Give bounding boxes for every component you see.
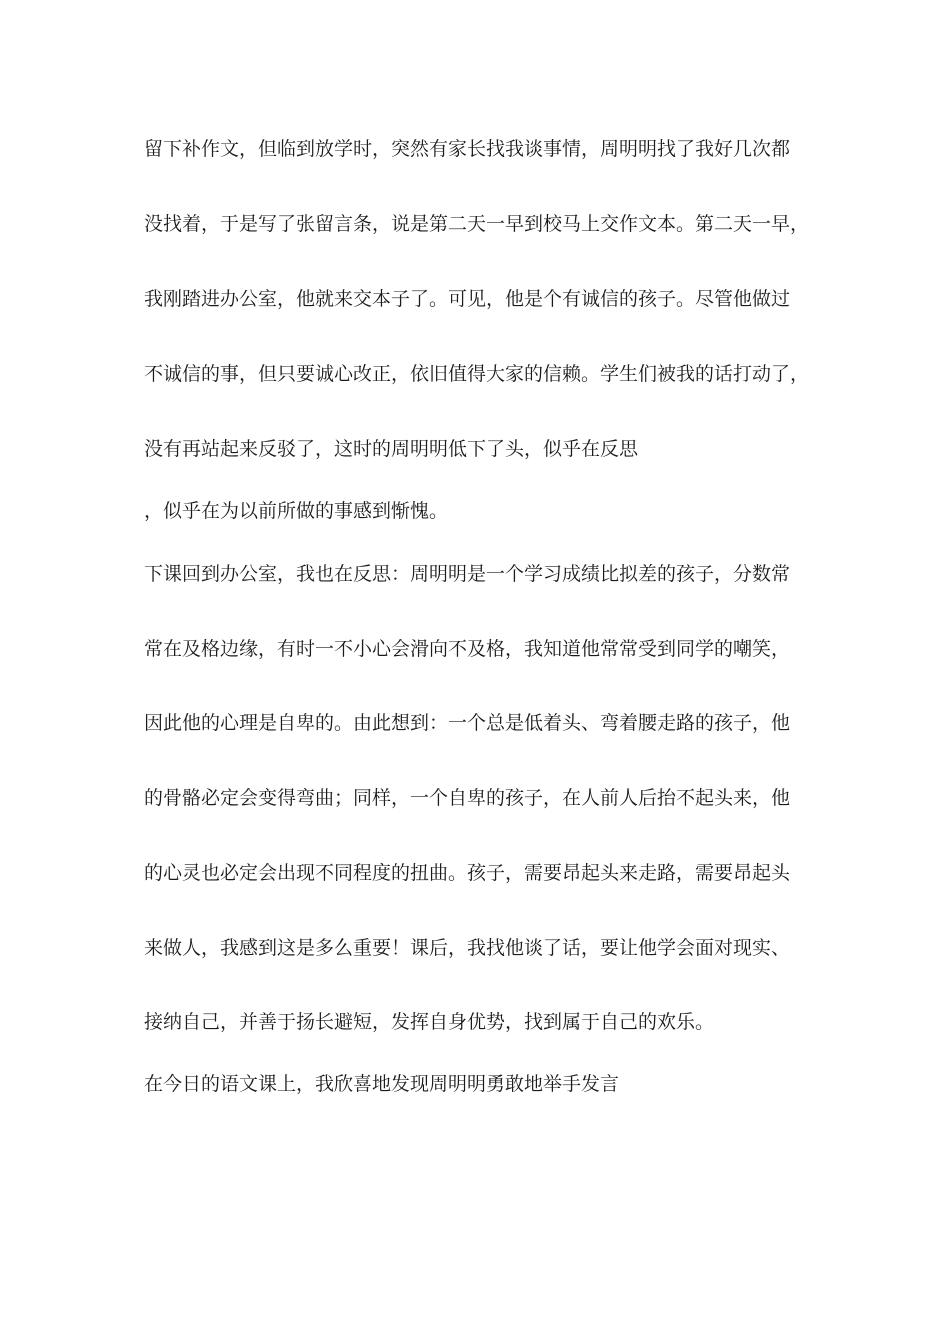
text-line: 的心灵也必定会出现不同程度的扭曲。孩子，需要昂起头来走路，需要昂起头 [144,862,791,884]
text-line: 不诚信的事，但只要诚心改正，依旧值得大家的信赖。学生们被我的话打动了， [144,363,810,385]
text-line: 没有再站起来反驳了，这时的周明明低下了头，似乎在反思 [144,438,639,460]
text-line: 留下补作文，但临到放学时，突然有家长找我谈事情，周明明找了我好几次都 [144,138,791,160]
text-line: 常在及格边缘，有时一不小心会滑向不及格，我知道他常常受到同学的嘲笑， [144,638,791,660]
text-line: 因此他的心理是自卑的。由此想到：一个总是低着头、弯着腰走路的孩子，他 [144,712,791,734]
text-line: 下课回到办公室，我也在反思：周明明是一个学习成绩比拟差的孩子，分数常 [144,563,791,585]
text-line: 没找着，于是写了张留言条，说是第二天一早到校马上交作文本。第二天一早， [144,213,810,235]
text-line: 来做人，我感到这是多么重要！课后，我找他谈了话，要让他学会面对现实、 [144,937,791,959]
text-line: 的骨骼必定会变得弯曲；同样，一个自卑的孩子，在人前人后抬不起头来，他 [144,787,791,809]
text-line: ，似乎在为以前所做的事感到惭愧。 [144,500,449,522]
text-line: 在今日的语文课上，我欣喜地发现周明明勇敢地举手发言 [144,1073,620,1095]
text-line: 接纳自己，并善于扬长避短，发挥自身优势，找到属于自己的欢乐。 [144,1011,715,1033]
text-line: 我刚踏进办公室，他就来交本子了。可见，他是个有诚信的孩子。尽管他做过 [144,288,791,310]
